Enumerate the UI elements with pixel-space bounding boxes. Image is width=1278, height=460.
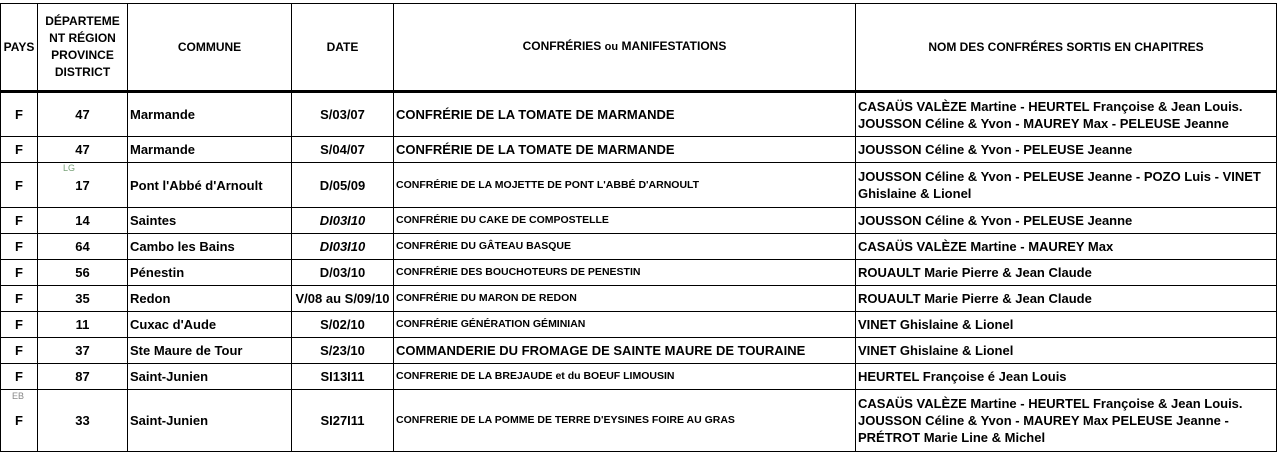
table-row xyxy=(1,338,1277,364)
commune-cell: Saintes xyxy=(128,208,292,234)
date-cell: S/04/07 xyxy=(292,137,394,163)
dept-cell: 37 xyxy=(38,338,128,364)
noms-cell: ROUAULT Marie Pierre & Jean Claude xyxy=(856,286,1277,312)
confrerie-cell: CONFRERIE DE LA POMME DE TERRE D'EYSINES FOIRE AU GRAS xyxy=(394,390,856,452)
table-row xyxy=(1,364,1277,390)
confrerie-cell: CONFRÉRIE DU MARON DE REDON xyxy=(394,286,856,312)
pays-cell: F xyxy=(1,92,38,137)
dept-cell: 64 xyxy=(38,234,128,260)
header-row xyxy=(1,4,1277,92)
dept-cell: 87 xyxy=(38,364,128,390)
confrerie-cell: COMMANDERIE DU FROMAGE DE SAINTE MAURE DE TOURAINE xyxy=(394,338,856,364)
table-row xyxy=(1,234,1277,260)
date-cell: DI03I10 xyxy=(292,208,394,234)
commune-cell: Cambo les Bains xyxy=(128,234,292,260)
noms-cell: VINET Ghislaine & Lionel xyxy=(856,338,1277,364)
confrerie-cell: CONFRÉRIE DU GÂTEAU BASQUE xyxy=(394,234,856,260)
noms-cell: HEURTEL Françoise é Jean Louis xyxy=(856,364,1277,390)
table-row xyxy=(1,390,1277,452)
dept-cell: 17 xyxy=(38,163,128,208)
noms-cell: JOUSSON Céline & Yvon - PELEUSE Jeanne - POZO Luis - VINET Ghislaine & Lionel xyxy=(856,163,1277,208)
date-cell: V/08 au S/09/10 xyxy=(292,286,394,312)
date-cell: S/02/10 xyxy=(292,312,394,338)
confreries-table xyxy=(0,3,1277,452)
pays-cell: F xyxy=(1,364,38,390)
confrerie-cell: CONFRÉRIE GÉNÉRATION GÉMINIAN xyxy=(394,312,856,338)
commune-cell: Cuxac d'Aude xyxy=(128,312,292,338)
header-manifestations-label: MANIFESTATIONS xyxy=(621,39,727,53)
pays-cell: F xyxy=(1,163,38,208)
noms-cell: VINET Ghislaine & Lionel xyxy=(856,312,1277,338)
commune-cell: Pénestin xyxy=(128,260,292,286)
table-row xyxy=(1,92,1277,137)
pays-cell: F xyxy=(1,286,38,312)
dept-cell: 47 xyxy=(38,92,128,137)
commune-cell: Marmande xyxy=(128,92,292,137)
commune-cell: Marmande xyxy=(128,137,292,163)
commune-cell: Ste Maure de Tour xyxy=(128,338,292,364)
noms-cell: JOUSSON Céline & Yvon - PELEUSE Jeanne xyxy=(856,208,1277,234)
table-row xyxy=(1,312,1277,338)
commune-cell: Saint-Junien xyxy=(128,364,292,390)
header-commune: COMMUNE xyxy=(128,4,292,92)
date-cell: SI27I11 xyxy=(292,390,394,452)
pays-cell: F xyxy=(1,338,38,364)
header-ou-label: ou xyxy=(604,41,619,53)
pays-cell: F xyxy=(1,208,38,234)
date-cell: S/03/07 xyxy=(292,92,394,137)
dept-cell: 47 xyxy=(38,137,128,163)
confrerie-cell: CONFRÉRIE DE LA TOMATE DE MARMANDE xyxy=(394,92,856,137)
date-cell: D/05/09 xyxy=(292,163,394,208)
noms-cell: JOUSSON Céline & Yvon - PELEUSE Jeanne xyxy=(856,137,1277,163)
commune-cell: Pont l'Abbé d'Arnoult xyxy=(128,163,292,208)
table-row xyxy=(1,286,1277,312)
confrerie-cell: CONFRÉRIE DE LA TOMATE DE MARMANDE xyxy=(394,137,856,163)
table-row xyxy=(1,163,1277,208)
pays-cell: F xyxy=(1,390,38,452)
pays-cell: F xyxy=(1,137,38,163)
date-cell: SI13I11 xyxy=(292,364,394,390)
table-row xyxy=(1,137,1277,163)
confrerie-cell: CONFRÉRIE DE LA MOJETTE DE PONT L'ABBÉ D'ARNOULT xyxy=(394,163,856,208)
header-departement: DÉPARTEME NT RÉGION PROVINCE DISTRICT xyxy=(38,4,128,92)
dept-cell: 11 xyxy=(38,312,128,338)
header-pays: PAYS xyxy=(1,4,38,92)
header-confreries-label: CONFRÉRIES xyxy=(522,39,602,53)
table-row xyxy=(1,208,1277,234)
dept-cell: 35 xyxy=(38,286,128,312)
handwritten-mark: LG xyxy=(63,163,76,173)
noms-cell: CASAÜS VALÈZE Martine - HEURTEL Françoise & Jean Louis. JOUSSON Céline & Yvon - MAUREY Max - PELEUSE Jeanne xyxy=(856,92,1277,137)
dept-cell: 33 xyxy=(38,390,128,452)
date-cell: D/03/10 xyxy=(292,260,394,286)
dept-cell: 56 xyxy=(38,260,128,286)
noms-cell: ROUAULT Marie Pierre & Jean Claude xyxy=(856,260,1277,286)
commune-cell: Redon xyxy=(128,286,292,312)
date-cell: S/23/10 xyxy=(292,338,394,364)
header-confreries xyxy=(394,4,856,92)
pays-cell: F xyxy=(1,312,38,338)
date-cell: DI03I10 xyxy=(292,234,394,260)
pays-cell: F xyxy=(1,234,38,260)
confrerie-cell: CONFRÉRIE DU CAKE DE COMPOSTELLE xyxy=(394,208,856,234)
noms-cell: CASAÜS VALÈZE Martine - MAUREY Max xyxy=(856,234,1277,260)
confrerie-cell: CONFRERIE DE LA BREJAUDE et du BOEUF LIMOUSIN xyxy=(394,364,856,390)
pays-cell: F xyxy=(1,260,38,286)
handwritten-mark: EB xyxy=(12,391,25,401)
header-date: DATE xyxy=(292,4,394,92)
noms-cell: CASAÜS VALÈZE Martine - HEURTEL Françoise & Jean Louis. JOUSSON Céline & Yvon - MAUREY Max PELEUSE Jeanne - PRÉTROT Marie Line & Michel xyxy=(856,390,1277,452)
commune-cell: Saint-Junien xyxy=(128,390,292,452)
confrerie-cell: CONFRÉRIE DES BOUCHOTEURS DE PENESTIN xyxy=(394,260,856,286)
dept-cell: 14 xyxy=(38,208,128,234)
header-noms: NOM DES CONFRÉRES SORTIS EN CHAPITRES xyxy=(856,4,1277,92)
table-row xyxy=(1,260,1277,286)
